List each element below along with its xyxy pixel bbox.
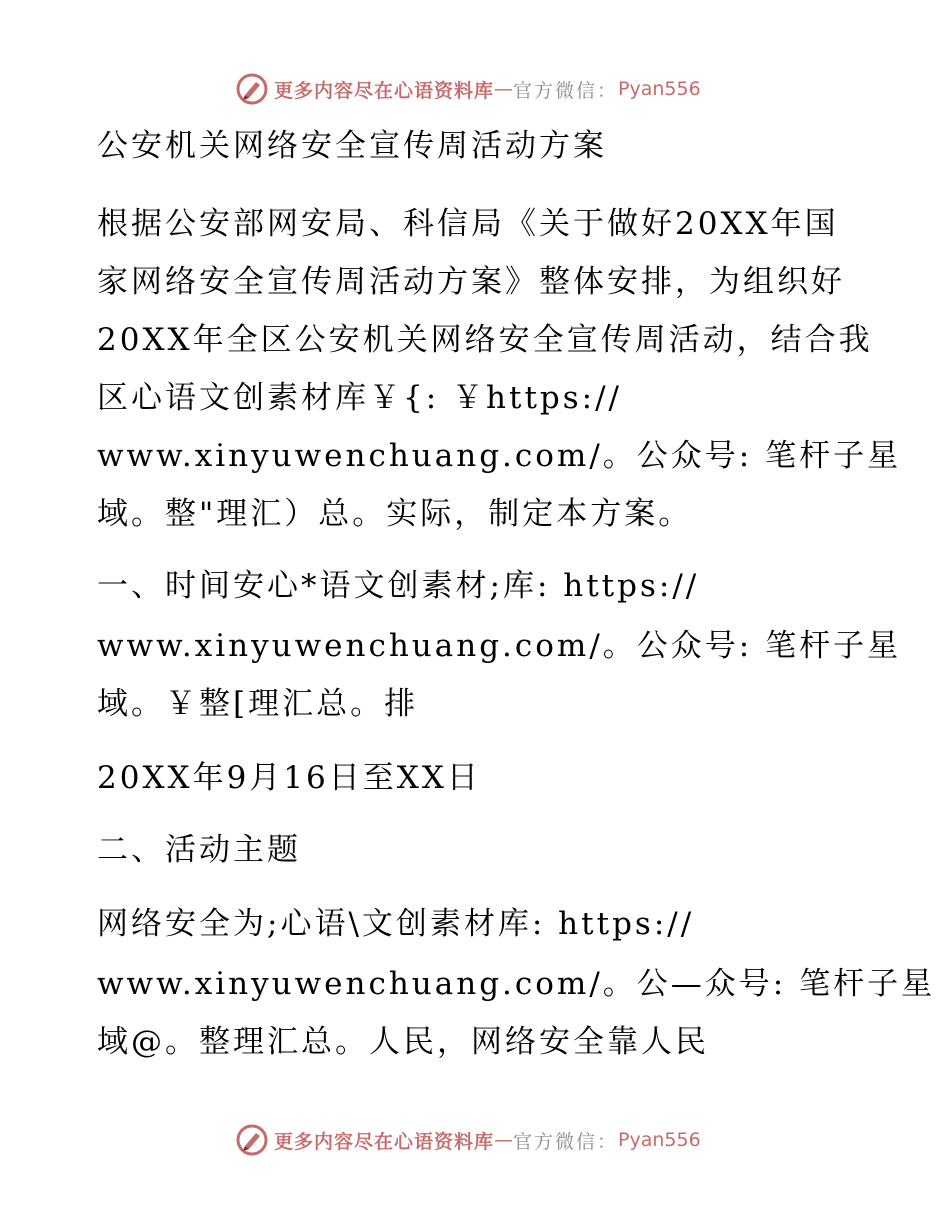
paragraph-line: 区心语文创素材库￥{: ￥https:// — [97, 380, 622, 416]
paragraph-line: 家网络安全宣传周活动方案》整体安排，为组织好 — [97, 264, 845, 300]
watermark-wechat-id: Pyan556 — [618, 78, 701, 100]
watermark-wechat-id: Pyan556 — [618, 1129, 701, 1151]
paragraph-line: www.xinyuwenchuang.com/。公众号: 笔杆子星 — [97, 438, 902, 474]
paragraph-line: 根据公安部网安局、科信局《关于做好20XX年国 — [97, 206, 839, 242]
paragraph-line: 20XX年全区公安机关网络安全宣传周活动，结合我 — [97, 322, 873, 358]
watermark-text: 更多内容尽在心语资料库 — [274, 79, 495, 102]
paragraph-line: 域。￥整[理汇总。排 — [97, 686, 419, 722]
pen-logo-icon — [236, 73, 268, 105]
paragraph-line: www.xinyuwenchuang.com/。公—众号: 笔杆子星 — [97, 966, 936, 1002]
section-heading-time: 一、时间安心*语文创素材;库: https:// — [97, 568, 700, 604]
paragraph-line: www.xinyuwenchuang.com/。公众号: 笔杆子星 — [97, 628, 902, 664]
section-heading-theme: 二、活动主题 — [97, 832, 301, 868]
pen-logo-icon — [236, 1124, 268, 1156]
watermark-wechat-label: 官方微信： — [513, 79, 619, 102]
paragraph-line: 域。整"理汇）总。实际，制定本方案。 — [97, 496, 693, 532]
footer-watermark — [236, 1123, 701, 1157]
watermark-dash: — — [494, 78, 514, 100]
paragraph-line: 网络安全为;心语\文创素材库: https:// — [97, 906, 695, 942]
paragraph-line: 域@。整理汇总。人民，网络安全靠人民 — [97, 1024, 709, 1060]
date-line: 20XX年9月16日至XX日 — [97, 760, 481, 796]
watermark-dash: — — [494, 1129, 514, 1151]
watermark-wechat-label: 官方微信： — [513, 1130, 619, 1153]
watermark-text: 更多内容尽在心语资料库 — [274, 1130, 495, 1153]
header-watermark — [236, 72, 701, 106]
document-title: 公安机关网络安全宣传周活动方案 — [97, 128, 607, 164]
